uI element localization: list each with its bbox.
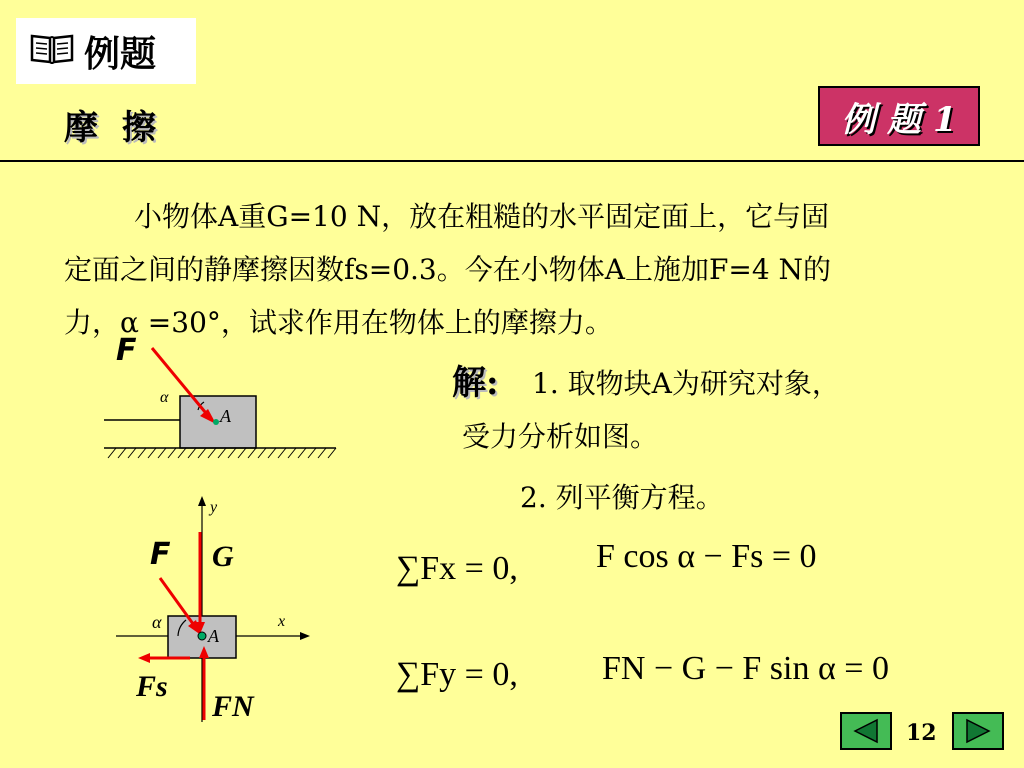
triangle-right-icon: [963, 718, 993, 744]
problem-diagram: [96, 330, 346, 470]
section-subtitle: 摩 擦: [64, 108, 162, 148]
x-axis-label: x: [278, 613, 286, 630]
center-point: [213, 419, 219, 425]
force-F-label: F: [150, 537, 171, 572]
example-badge: 例 题 1: [818, 86, 980, 146]
center-point: [198, 632, 206, 640]
solution-label: 解:: [452, 363, 499, 403]
solution-step-1b: 受力分析如图。: [462, 420, 659, 453]
free-body-diagram: [110, 492, 340, 732]
equation-2-right: FN − G − F sin α = 0: [602, 650, 889, 687]
solution-step-2: 2. 列平衡方程。: [520, 481, 724, 514]
angle-label: α: [152, 612, 162, 632]
book-icon: [30, 32, 74, 70]
y-axis-label: y: [210, 499, 218, 516]
force-Fs-label: Fs: [136, 670, 168, 703]
problem-line-2: 定面之间的静摩擦因数fs=0.3。今在小物体A上施加F=4 N的: [64, 253, 832, 286]
angle-label: α: [160, 389, 169, 406]
problem-line-3: 力，α =30°，试求作用在物体上的摩擦力。: [64, 306, 613, 339]
force-F-label: F: [116, 333, 137, 368]
triangle-left-icon: [851, 718, 881, 744]
header-title-box: [16, 18, 196, 84]
page-number: 12: [906, 720, 937, 746]
page-title: 例题: [84, 32, 157, 75]
header-divider: [0, 160, 1024, 162]
body-label: A: [208, 626, 219, 646]
problem-line-1: 小物体A重G=10 N，放在粗糙的水平固定面上，它与固: [134, 200, 830, 233]
prev-slide-button[interactable]: [840, 712, 892, 750]
solution-step-1a: 1. 取物块A为研究对象，: [532, 367, 840, 400]
equation-1-right: F cos α − Fs = 0: [596, 538, 817, 575]
body-label: A: [220, 406, 231, 426]
force-FN-label: FN: [212, 690, 254, 723]
equation-1-left: ∑Fx = 0,: [396, 550, 518, 587]
ground-hatching: [108, 448, 336, 458]
next-slide-button[interactable]: [952, 712, 1004, 750]
equation-2-left: ∑Fy = 0,: [396, 656, 518, 693]
force-G-label: G: [212, 540, 234, 573]
